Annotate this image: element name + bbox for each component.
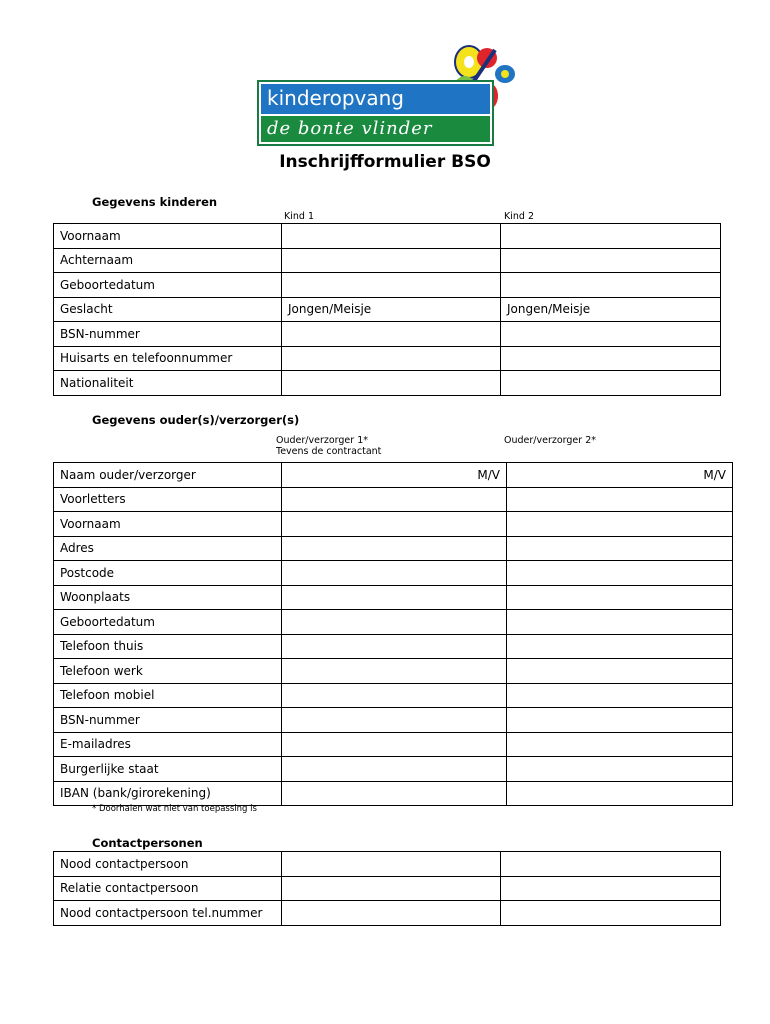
- row-label: IBAN (bank/girorekening): [54, 781, 282, 806]
- field-cell-2[interactable]: [501, 248, 721, 273]
- child-row: [54, 371, 721, 396]
- parent-row: [54, 610, 733, 635]
- row-label: Geslacht: [54, 297, 282, 322]
- field-cell-1[interactable]: [282, 585, 507, 610]
- parent-row: [54, 781, 733, 806]
- row-label: Geboortedatum: [54, 273, 282, 298]
- children-table: [53, 223, 721, 396]
- field-cell-2[interactable]: [507, 512, 733, 537]
- field-cell-1[interactable]: Jongen/Meisje: [282, 297, 501, 322]
- field-cell-2[interactable]: [507, 757, 733, 782]
- field-cell-1[interactable]: [282, 757, 507, 782]
- field-cell-1[interactable]: [282, 610, 507, 635]
- field-cell-2[interactable]: [507, 585, 733, 610]
- field-cell-1[interactable]: [282, 487, 507, 512]
- field-cell-2[interactable]: [501, 322, 721, 347]
- field-cell-2[interactable]: [507, 781, 733, 806]
- field-cell-1[interactable]: [282, 876, 501, 901]
- row-label: Telefoon mobiel: [54, 683, 282, 708]
- kind2-header: Kind 2: [504, 211, 534, 222]
- field-cell-1[interactable]: [282, 512, 507, 537]
- logo: [257, 44, 519, 144]
- row-label: Telefoon werk: [54, 659, 282, 684]
- row-label: Adres: [54, 536, 282, 561]
- field-cell-2[interactable]: [507, 634, 733, 659]
- contact-row: [54, 901, 721, 926]
- row-label: Woonplaats: [54, 585, 282, 610]
- field-cell-1[interactable]: [282, 683, 507, 708]
- field-cell-1[interactable]: [282, 634, 507, 659]
- kind1-header: Kind 1: [284, 211, 314, 222]
- field-cell-1[interactable]: [282, 536, 507, 561]
- field-cell-1[interactable]: M/V: [282, 463, 507, 488]
- child-row: [54, 297, 721, 322]
- field-cell-2[interactable]: [501, 224, 721, 249]
- parent1-header: [276, 435, 381, 457]
- contacts-heading: Contactpersonen: [92, 836, 203, 850]
- parent-row: [54, 487, 733, 512]
- child-row: [54, 273, 721, 298]
- field-cell-1[interactable]: [282, 659, 507, 684]
- field-cell-2[interactable]: [501, 876, 721, 901]
- row-label: BSN-nummer: [54, 708, 282, 733]
- logo-line-1: kinderopvang: [261, 84, 490, 114]
- contacts-table: [53, 851, 721, 926]
- row-label: Voornaam: [54, 512, 282, 537]
- parent-row: [54, 683, 733, 708]
- row-label: Relatie contactpersoon: [54, 876, 282, 901]
- field-cell-1[interactable]: [282, 561, 507, 586]
- row-label: Nood contactpersoon tel.nummer: [54, 901, 282, 926]
- page-title: Inschrijfformulier BSO: [279, 152, 491, 172]
- parents-heading: Gegevens ouder(s)/verzorger(s): [92, 413, 300, 427]
- parent-row: [54, 659, 733, 684]
- parent-row: [54, 561, 733, 586]
- field-cell-2[interactable]: [507, 683, 733, 708]
- field-cell-1[interactable]: [282, 248, 501, 273]
- parent2-header: Ouder/verzorger 2*: [504, 435, 596, 446]
- field-cell-2[interactable]: [507, 561, 733, 586]
- parent1-header-line2: Tevens de contractant: [276, 446, 382, 457]
- field-cell-2[interactable]: [501, 371, 721, 396]
- parent1-header-line1: Ouder/verzorger 1*: [276, 435, 368, 446]
- field-cell-2[interactable]: [507, 610, 733, 635]
- field-cell-2[interactable]: [501, 901, 721, 926]
- row-label: Burgerlijke staat: [54, 757, 282, 782]
- row-label: Geboortedatum: [54, 610, 282, 635]
- row-label: E-mailadres: [54, 732, 282, 757]
- row-label: Naam ouder/verzorger: [54, 463, 282, 488]
- child-row: [54, 346, 721, 371]
- footnote: * Doorhalen wat niet van toepassing is: [92, 804, 257, 814]
- field-cell-2[interactable]: [507, 708, 733, 733]
- field-cell-1[interactable]: [282, 852, 501, 877]
- row-label: BSN-nummer: [54, 322, 282, 347]
- logo-line-2: de bonte vlinder: [261, 116, 490, 142]
- row-label: Voornaam: [54, 224, 282, 249]
- field-cell-2[interactable]: [501, 273, 721, 298]
- parent-row: [54, 536, 733, 561]
- parent-row: [54, 757, 733, 782]
- contact-row: [54, 876, 721, 901]
- row-label: Nationaliteit: [54, 371, 282, 396]
- field-cell-2[interactable]: [507, 536, 733, 561]
- parent-row: [54, 463, 733, 488]
- child-row: [54, 224, 721, 249]
- row-label: Voorletters: [54, 487, 282, 512]
- field-cell-2[interactable]: [501, 346, 721, 371]
- field-cell-2[interactable]: [507, 487, 733, 512]
- field-cell-1[interactable]: [282, 732, 507, 757]
- field-cell-2[interactable]: M/V: [507, 463, 733, 488]
- field-cell-1[interactable]: [282, 901, 501, 926]
- child-row: [54, 248, 721, 273]
- contact-row: [54, 852, 721, 877]
- parent-row: [54, 585, 733, 610]
- parent-row: [54, 708, 733, 733]
- parent-row: [54, 732, 733, 757]
- row-label: Postcode: [54, 561, 282, 586]
- field-cell-1[interactable]: [282, 346, 501, 371]
- field-cell-1[interactable]: [282, 781, 507, 806]
- field-cell-1[interactable]: [282, 224, 501, 249]
- child-row: [54, 322, 721, 347]
- row-label: Achternaam: [54, 248, 282, 273]
- field-cell-2[interactable]: [507, 732, 733, 757]
- field-cell-1[interactable]: [282, 273, 501, 298]
- row-label: Telefoon thuis: [54, 634, 282, 659]
- children-heading: Gegevens kinderen: [92, 195, 218, 209]
- field-cell-2[interactable]: [501, 852, 721, 877]
- field-cell-2[interactable]: [507, 659, 733, 684]
- field-cell-1[interactable]: [282, 371, 501, 396]
- parent-row: [54, 512, 733, 537]
- field-cell-1[interactable]: [282, 322, 501, 347]
- field-cell-1[interactable]: [282, 708, 507, 733]
- row-label: Nood contactpersoon: [54, 852, 282, 877]
- parents-table: [53, 462, 733, 806]
- field-cell-2[interactable]: Jongen/Meisje: [501, 297, 721, 322]
- logo-banner: [257, 80, 494, 146]
- parent-row: [54, 634, 733, 659]
- row-label: Huisarts en telefoonnummer: [54, 346, 282, 371]
